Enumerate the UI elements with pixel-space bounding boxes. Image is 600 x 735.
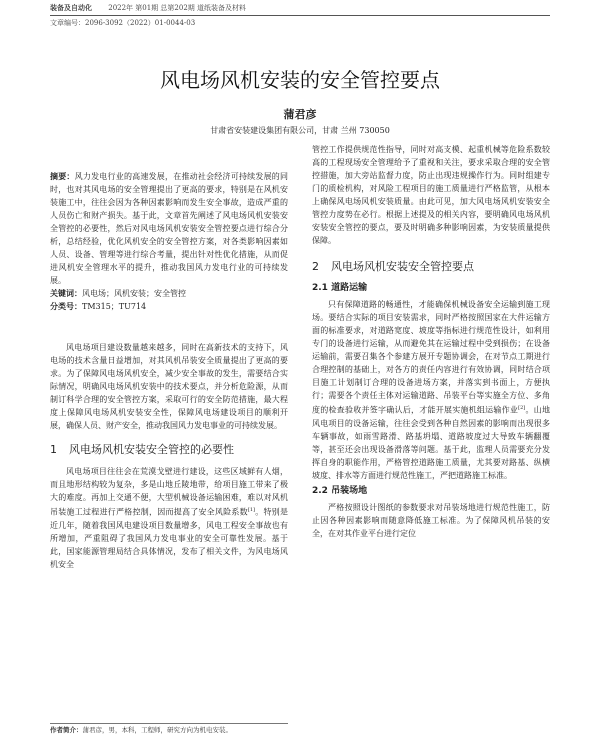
- intro-paragraph: 风电场项目建设数量越来越多，同时在高新技术的支持下，风电场的技术含量日益增加，对其风机吊装安全质量提出了更高的要求。为了保障风电场风机安全，减少安全事故的发生，需要结合实际情况，明确风电场风机安装中的技术要点，并分析危险源，从而制订科学合理的安全管控方案，采取可行的安全防范措施，最大程度上保障风电场风机安装安全性，保障风电场建设项目的顺利开展，确保人员、财产安全，推动我国风力发电事业的可持续发展。: [50, 343, 288, 430]
- keywords-label: 关键词：: [50, 289, 82, 298]
- right-column: [312, 143, 550, 540]
- citation-1[interactable]: [1]: [247, 507, 256, 513]
- section-1-paragraph: [50, 465, 288, 571]
- section-1-continued: 管控工作提供规范性指导，同时对高支模、起重机械等危险系数较高的工程现场安全管理给予了重视和关注，要求采取合理的安全管控措施，加大旁站监督力度，防止出现违规操作行为。同时组建专门的质检机构，对风险工程项目的施工质量进行严格监管，从根本上确保风电场风机安装质量。由此可见，加大风电场风机安装安全管控力度势在必行。根据上述提及的相关内容，要明确风电场风机安装安全管控的要点，要及时明确多种影响因素，为安装质量提供保障。: [312, 145, 550, 245]
- section-2-heading: [312, 259, 550, 274]
- keywords-text: 风电场；风机安装；安全管控: [82, 289, 186, 298]
- classification-label: 分类号：: [50, 302, 82, 311]
- section-1-title: 风电场风机安装安全管控的必要性: [69, 443, 234, 456]
- subsection-2-2-heading: 2.2 吊装场地: [312, 485, 368, 496]
- citation-2[interactable]: [2]: [518, 405, 526, 411]
- section-2-title: 风电场风机安装安全管控要点: [331, 260, 474, 273]
- subsection-2-1-text-end: 。山地风电项目的设备运输，往往会受到各种自然因素的影响而出现很多车辆事故，如雨雪路滑、路基坍塌、道路坡度过大导致车辆翻覆等，甚至还会出现设备滑落等问题。基于此，监理人员需要充分发挥自身的职能作用，严格管控道路施工质量，尤其要对路基、纵横坡度、排水等方面进行规范性施工，严把道路施工标准。: [312, 405, 551, 480]
- classification-value: TM315；TU714: [82, 302, 147, 311]
- section-1-text-end: 。特别是近几年，随着我国风电建设项目数量增多，风电工程安全事故也有所增加，严重阻碍了我国风力发电事业的安全可靠性发展。基于此，国家能源管理局结合具体情况，发布了相关文件，为风电场风机安全: [50, 507, 289, 569]
- subsection-2-1-paragraph: [312, 298, 550, 482]
- author-name: 蒲君彦: [283, 108, 317, 121]
- left-column: [50, 170, 288, 571]
- section-1-text: 风电场项目往往会在荒漠戈壁进行建设，这些区域鲜有人烟，而且地形结构较为复杂，多是山地丘陵地带，给项目施工带来了极大的难度。再加上交通不便，大型机械设备运输困难，难以对风机吊装施工过程进行严格控制，因而提高了安全风险系数: [50, 467, 288, 517]
- author-affiliation: 甘肃省安装建设集团有限公司，甘肃 兰州 730050: [210, 126, 390, 135]
- subsection-2-1-heading: 2.1 道路运输: [312, 283, 368, 293]
- footnote-label: 作者简介：: [50, 726, 83, 734]
- abstract-block: [50, 170, 288, 313]
- subsection-2-1-text: 只有保障道路的畅通性，才能确保机械设备安全运输到施工现场。要结合实际的项目安装需求，同时严格按照国家在大件运输方面的标准要求，对道路宽度、坡度等指标进行规范性设计，如利用专门的设备进行运输，从而避免其在运输过程中受到损伤；在设备运输前，需要召集各个参建方展开专题协调会，在对节点工期进行合理控制的基础上，对各方的责任内容进行有效协调，同时结合项目施工计划制订合理的设备进场方案，并落实到书面上，方便执行；需要各个责任主体对运输道路、吊装平台等实施全方位、多角度的检查验收并签字确认后，才能开展实施机组运输作业: [312, 300, 550, 415]
- footnote-text: 蒲君彦，男，本科，工程师，研究方向为机电安装。: [82, 726, 232, 734]
- section-2-number: 2: [312, 260, 319, 273]
- header-rule: [50, 15, 550, 16]
- article-title: 风电场风机安装的安全管控要点: [160, 68, 440, 92]
- abstract-label: 摘要：: [50, 172, 75, 181]
- abstract-text: 风力发电行业的高速发展，在推动社会经济可持续发展的同时，也对其风电场的安全管理提出了更高的要求，特别是在风机安装施工中，往往会因为各种因素影响而发生安全事故，造成严重的人员伤亡和财产损失。基于此，文章首先阐述了风电场风机安装安全管控的必要性，然后对风电场风机安装安全管控要点进行综合分析，总结经验，优化风机安全的安全管控方案，对各类影响因素如人员、设备、管理等进行综合考量，提出针对性优化措施，从而促进风机安全管理水平的提升，推动我国风力发电行业的可持续发展。: [50, 172, 289, 285]
- section-1-number: 1: [50, 443, 57, 456]
- running-header: [50, 3, 246, 13]
- subsection-2-2-paragraph: 严格按照设计图纸的参数要求对吊装场地进行规范性施工，防止因各种因素影响而随意降低施工标准。为了保障风机吊装的安全，在对其作业平台进行定位: [312, 502, 550, 538]
- section-1-heading: [50, 442, 288, 457]
- issue-info: 2022年 第01期 总第202期 道纸装备及材料: [108, 4, 246, 12]
- article-serial: 文章编号：2096-3092（2022）01-0044-03: [50, 19, 196, 27]
- author-footnote: [50, 723, 288, 735]
- journal-name: 装备及自动化: [50, 4, 92, 12]
